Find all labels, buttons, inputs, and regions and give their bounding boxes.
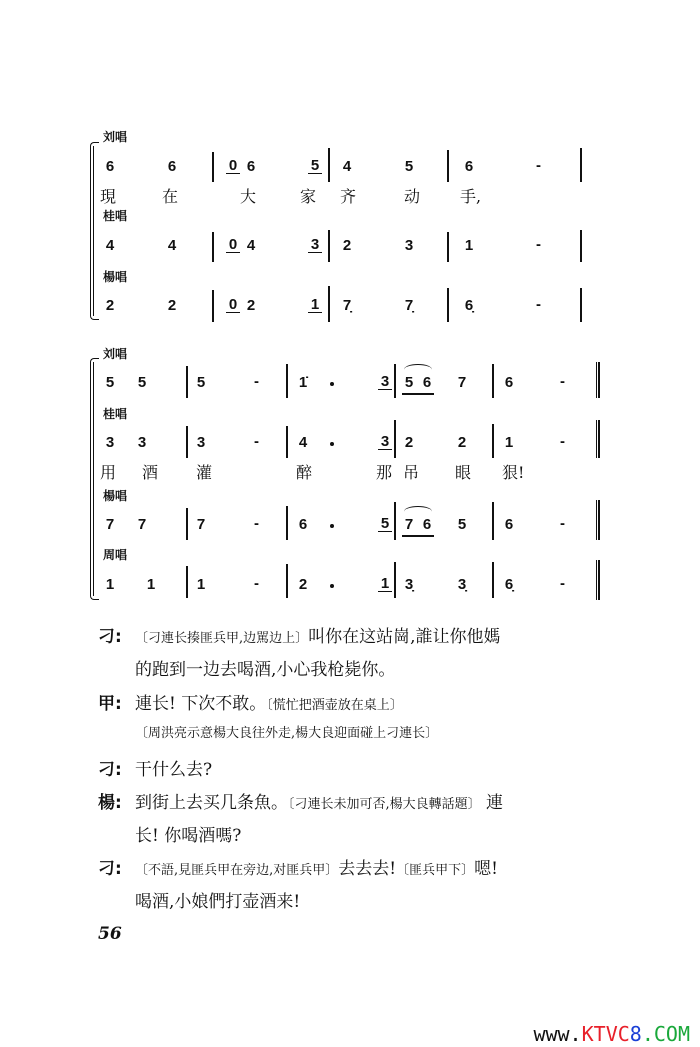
- note: 7: [105, 516, 115, 533]
- dialogue-line: [135, 755, 212, 780]
- spoken-text: 連长! 下次不敢。: [135, 694, 267, 714]
- note: 5: [404, 374, 414, 391]
- stage-direction: 〔慌忙把酒壶放在桌上〕: [266, 698, 403, 713]
- hold-dash: -: [560, 373, 565, 390]
- note: 0: [226, 237, 240, 253]
- note: 2: [457, 434, 467, 451]
- barline: [580, 230, 582, 262]
- lyric: 狠!: [502, 463, 525, 482]
- barline: [212, 290, 214, 322]
- barline: [186, 508, 188, 540]
- barline: [492, 502, 494, 540]
- lyric: 灌: [196, 463, 213, 482]
- hold-dash: -: [254, 433, 259, 450]
- stage-direction: 〔匪兵甲下〕: [396, 863, 475, 878]
- barline: [328, 286, 330, 322]
- barline: [328, 230, 330, 262]
- augmentation-dot: [330, 524, 334, 528]
- spoken-text: 連: [486, 793, 504, 813]
- note: 1: [196, 576, 206, 593]
- barline: [394, 562, 396, 598]
- note: 6̣: [464, 297, 474, 314]
- beam-underline: [402, 393, 434, 395]
- note: 7: [404, 516, 414, 533]
- barline: [186, 366, 188, 398]
- hold-dash: -: [560, 575, 565, 592]
- stage-direction: 〔不語,見匪兵甲在旁边,对匪兵甲〕: [135, 863, 339, 878]
- final-barline: [596, 362, 600, 398]
- final-barline: [596, 560, 600, 600]
- note: 1: [308, 297, 322, 313]
- barline: [492, 562, 494, 598]
- beam-underline: [402, 535, 434, 537]
- note: 5: [105, 374, 115, 391]
- part-label: 楊唱: [103, 270, 128, 284]
- stage-direction: 〔周洪亮示意楊大良往外走,楊大良迎面碰上刁連长〕: [135, 726, 439, 741]
- dialogue-line: [135, 622, 501, 647]
- lyric: 动: [404, 187, 421, 206]
- note: 7: [137, 516, 147, 533]
- note: 0: [226, 297, 240, 313]
- note: 2: [246, 297, 256, 314]
- watermark-com: .COM: [641, 1022, 690, 1046]
- note: 7: [196, 516, 206, 533]
- note: 1: [146, 576, 156, 593]
- speaker-label: 刁:: [98, 859, 122, 879]
- barline: [286, 564, 288, 598]
- note: 1: [464, 237, 474, 254]
- note: 6̣: [504, 576, 514, 593]
- note: 2: [105, 297, 115, 314]
- page-number: 56: [98, 924, 122, 944]
- lyric: 那: [376, 463, 393, 482]
- speaker-label: 甲:: [98, 694, 122, 714]
- part-label: 刘唱: [103, 130, 128, 144]
- note: 4: [342, 158, 352, 175]
- hold-dash: -: [560, 515, 565, 532]
- note: 3: [378, 374, 392, 390]
- watermark-www: www.: [533, 1022, 582, 1046]
- note: 6: [246, 158, 256, 175]
- speaker-label: 刁:: [98, 627, 122, 647]
- lyric: 酒: [142, 463, 159, 482]
- note: 5: [378, 516, 392, 532]
- note: 6: [464, 158, 474, 175]
- barline: [580, 148, 582, 182]
- note: 4: [298, 434, 308, 451]
- watermark-8: 8: [629, 1022, 642, 1046]
- hold-dash: -: [254, 575, 259, 592]
- dialogue-continuation: 的跑到一边去喝酒,小心我枪毙你。: [135, 660, 396, 680]
- barline: [492, 424, 494, 458]
- note: 6: [504, 516, 514, 533]
- hold-dash: -: [536, 157, 541, 174]
- barline: [394, 502, 396, 540]
- barline: [212, 152, 214, 182]
- lyric: 眼: [455, 463, 472, 482]
- note: 7̣: [342, 297, 352, 314]
- note: 5: [137, 374, 147, 391]
- lyric: 齐: [340, 187, 357, 206]
- note: 6: [504, 374, 514, 391]
- lyric: 手,: [460, 187, 482, 206]
- final-barline: [596, 500, 600, 540]
- note: 3: [308, 237, 322, 253]
- barline: [186, 426, 188, 458]
- note: 6: [167, 158, 177, 175]
- barline: [212, 232, 214, 262]
- note: 5: [404, 158, 414, 175]
- note: 2: [342, 237, 352, 254]
- slur: [404, 364, 432, 375]
- stage-direction-line: [135, 722, 438, 742]
- spoken-text: 去去去!: [338, 859, 397, 879]
- note: 6: [105, 158, 115, 175]
- note: 2: [404, 434, 414, 451]
- note: 3: [404, 237, 414, 254]
- lyric: 用: [100, 463, 117, 482]
- dialogue-continuation: 长! 你喝酒嗎?: [135, 826, 242, 846]
- augmentation-dot: [330, 382, 334, 386]
- note: 2: [298, 576, 308, 593]
- note: 3: [378, 434, 392, 450]
- hold-dash: -: [560, 433, 565, 450]
- barline: [286, 506, 288, 540]
- hold-dash: -: [536, 296, 541, 313]
- note: 3: [105, 434, 115, 451]
- hold-dash: -: [536, 236, 541, 253]
- watermark-c: C: [617, 1022, 630, 1046]
- stage-direction: 〔刁連长未加可否,楊大良轉話題〕: [288, 797, 481, 812]
- watermark-ktv: KTV: [581, 1022, 618, 1046]
- lyric: 現: [100, 187, 117, 206]
- dialogue-line: [135, 788, 503, 813]
- stage-direction: 〔刁連长揍匪兵甲,边駡边上〕: [135, 631, 309, 646]
- lyric: 大: [240, 187, 257, 206]
- lyric: 醉: [296, 463, 313, 482]
- note: 6: [422, 516, 432, 533]
- spoken-text: 叫你在这站崗,誰让你他媽: [308, 627, 501, 647]
- spoken-text: 嗯!: [474, 859, 498, 879]
- barline: [492, 364, 494, 398]
- note: 5: [308, 158, 322, 174]
- spoken-text: 到街上去买几条魚。: [135, 793, 288, 813]
- note: 5: [196, 374, 206, 391]
- note: 4: [167, 237, 177, 254]
- note: 3: [196, 434, 206, 451]
- barline: [394, 420, 396, 458]
- barline: [447, 150, 449, 182]
- note: 6: [422, 374, 432, 391]
- note: 5: [457, 516, 467, 533]
- barline: [580, 288, 582, 322]
- barline: [447, 232, 449, 262]
- hold-dash: -: [254, 373, 259, 390]
- barline: [394, 364, 396, 398]
- barline: [186, 566, 188, 598]
- dialogue-line: [135, 854, 498, 879]
- note: 1: [105, 576, 115, 593]
- note: 1: [504, 434, 514, 451]
- note: 7: [457, 374, 467, 391]
- note: 4: [246, 237, 256, 254]
- lyric: 吊: [403, 463, 420, 482]
- dialogue-continuation: 喝酒,小娘們打壶酒来!: [135, 892, 301, 912]
- note: 3: [137, 434, 147, 451]
- barline: [447, 288, 449, 322]
- part-label: 刘唱: [103, 347, 128, 361]
- note: 1̇: [298, 374, 308, 391]
- spoken-text: 干什么去?: [135, 760, 213, 780]
- barline: [286, 426, 288, 458]
- note: 0: [226, 158, 240, 174]
- note: 2: [167, 297, 177, 314]
- barline: [328, 148, 330, 182]
- speaker-label: 楊:: [98, 793, 122, 813]
- dialogue-line: [135, 689, 403, 714]
- part-label: 桂唱: [103, 407, 128, 421]
- system-brace: [90, 362, 94, 596]
- speaker-label: 刁:: [98, 760, 122, 780]
- note: 6: [298, 516, 308, 533]
- part-label: 周唱: [103, 548, 128, 562]
- barline: [286, 364, 288, 398]
- system-brace: [90, 146, 94, 316]
- watermark-link[interactable]: [533, 1022, 690, 1046]
- augmentation-dot: [330, 442, 334, 446]
- hold-dash: -: [254, 515, 259, 532]
- part-label: 楊唱: [103, 489, 128, 503]
- slur: [404, 506, 432, 517]
- note: 7̣: [404, 297, 414, 314]
- augmentation-dot: [330, 584, 334, 588]
- note: 3̣: [457, 576, 467, 593]
- lyric: 在: [162, 187, 179, 206]
- note: 4: [105, 237, 115, 254]
- lyric: 家: [300, 187, 317, 206]
- final-barline: [596, 420, 600, 458]
- note: 3̣: [404, 576, 414, 593]
- part-label: 桂唱: [103, 209, 128, 223]
- note: 1: [378, 576, 392, 592]
